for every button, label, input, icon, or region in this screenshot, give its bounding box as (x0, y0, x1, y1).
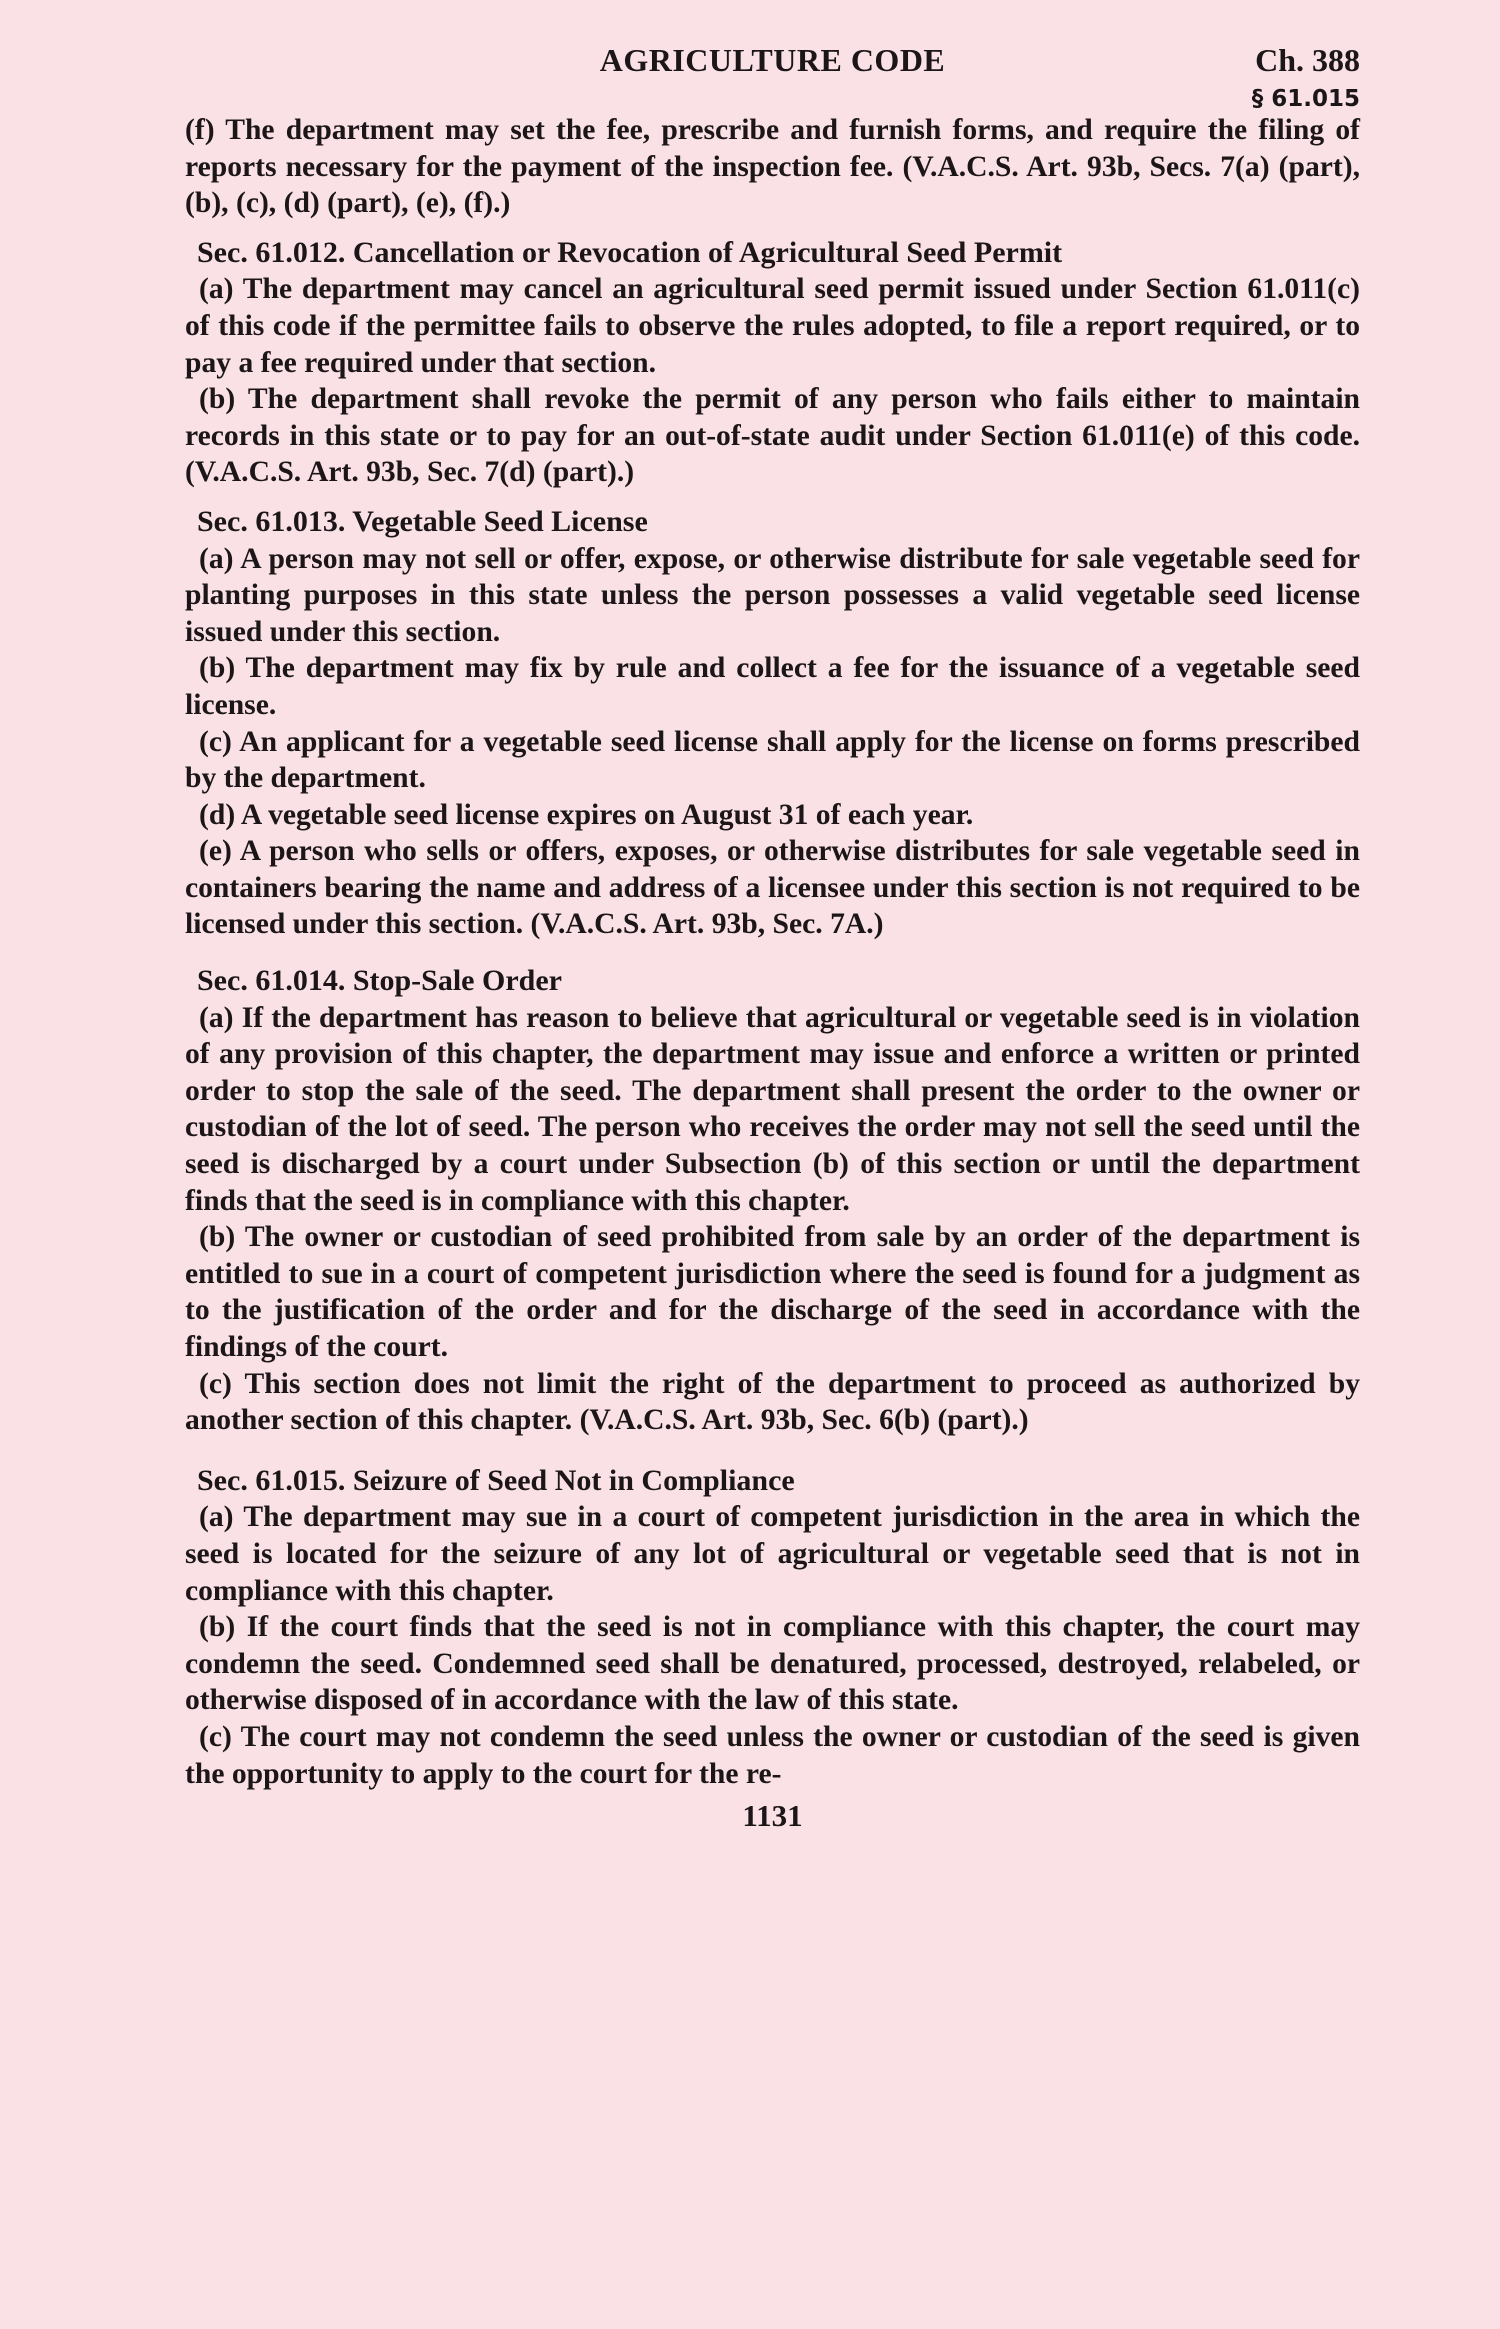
section-reference: § 61.015 (1251, 86, 1360, 112)
paragraph-seizure-b: (b) If the court finds that the seed is not in compliance with this chapter, the court may condemn the seed. Condemned seed shall be denatured, processed, destroyed, relabeled, or otherwise disposed of in accordance with the law of this state. (185, 1611, 1360, 1717)
paragraph-seizure-c: (c) The court may not condemn the seed unless the owner or custodian of the seed is given the opportunity to apply to the court for the re- (185, 1720, 1360, 1790)
paragraph-revoke-permit: (b) The department shall revoke the permit of any person who fails either to maintain records in this state or to pay for an out-of-state audit under Section 61.011(e) of this code. (V.A.C.S. Art. 93b, Sec. 7(d) (part).) (185, 383, 1360, 489)
paragraph-license-expiry: (d) A vegetable seed license expires on August 31 of each year. (199, 798, 974, 831)
paragraph-license-application: (c) An applicant for a vegetable seed license shall apply for the license on forms prescribed by the department. (185, 725, 1360, 795)
paragraph-license-exemption: (e) A person who sells or offers, exposes, or otherwise distributes for sale vegetable seed in containers bearing the name and address of a licensee under this section is not required to be licensed under this section. (V.A.C.S. Art. 93b, Sec. 7A.) (185, 835, 1360, 941)
paragraph-stop-sale-b: (b) The owner or custodian of seed prohibited from sale by an order of the department is entitled to sue in a court of competent jurisdiction where the seed is found for a judgment as to the justification of the order and for the discharge of the seed in accordance with the findings of the court. (185, 1221, 1360, 1363)
page-number: 1131 (742, 1798, 803, 1834)
paragraph-seizure-a: (a) The department may sue in a court of competent jurisdiction in the area in which the seed is located for the seizure of any lot of agricultural or vegetable seed that is not in compliance with this chapter. (185, 1501, 1360, 1607)
section-heading-61-012: Sec. 61.012. Cancellation or Revocation of Agricultural Seed Permit (197, 235, 1063, 269)
section-heading-61-015: Sec. 61.015. Seizure of Seed Not in Compliance (197, 1463, 795, 1497)
document-page (185, 40, 1360, 1834)
section-heading-61-013: Sec. 61.013. Vegetable Seed License (197, 504, 648, 538)
section-heading-61-014: Sec. 61.014. Stop-Sale Order (197, 964, 562, 998)
paragraph-cancel-permit: (a) The department may cancel an agricultural seed permit issued under Section 61.011(c) of this code if the permittee fails to observe the rules adopted, to file a report required, or to pay a fee required under that section. (185, 273, 1360, 379)
paragraph-stop-sale-c: (c) This section does not limit the right of the department to proceed as authorized by another section of this chapter. (V.A.C.S. Art. 93b, Sec. 6(b) (part).) (185, 1367, 1360, 1437)
paragraph-license-required: (a) A person may not sell or offer, expose, or otherwise distribute for sale vegetable seed for planting purposes in this state unless the person possesses a valid vegetable seed license issued under this section. (185, 542, 1360, 648)
chapter-number: Ch. 388 (1255, 42, 1360, 78)
running-title: AGRICULTURE CODE (599, 42, 946, 78)
paragraph-license-fee: (b) The department may fix by rule and collect a fee for the issuance of a vegetable seed license. (185, 652, 1360, 721)
page-content (185, 112, 1360, 1792)
paragraph-f-inspection-fee: (f) The department may set the fee, prescribe and furnish forms, and require the filing of reports necessary for the payment of the inspection fee. (V.A.C.S. Art. 93b, Secs. 7(a) (part), (b), (c), (d) (part), (e), (f).) (185, 114, 1360, 220)
page-header (185, 40, 1360, 112)
paragraph-stop-sale-a: (a) If the department has reason to believe that agricultural or vegetable seed is in violation of any provision of this chapter, the department may issue and enforce a written or printed order to stop the sale of the seed. The department shall present the order to the owner or custodian of the lot of seed. The person who receives the order may not sell the seed until the seed is discharged by a court under Subsection (b) of this section or until the department finds that the seed is in compliance with this chapter. (185, 1001, 1360, 1217)
